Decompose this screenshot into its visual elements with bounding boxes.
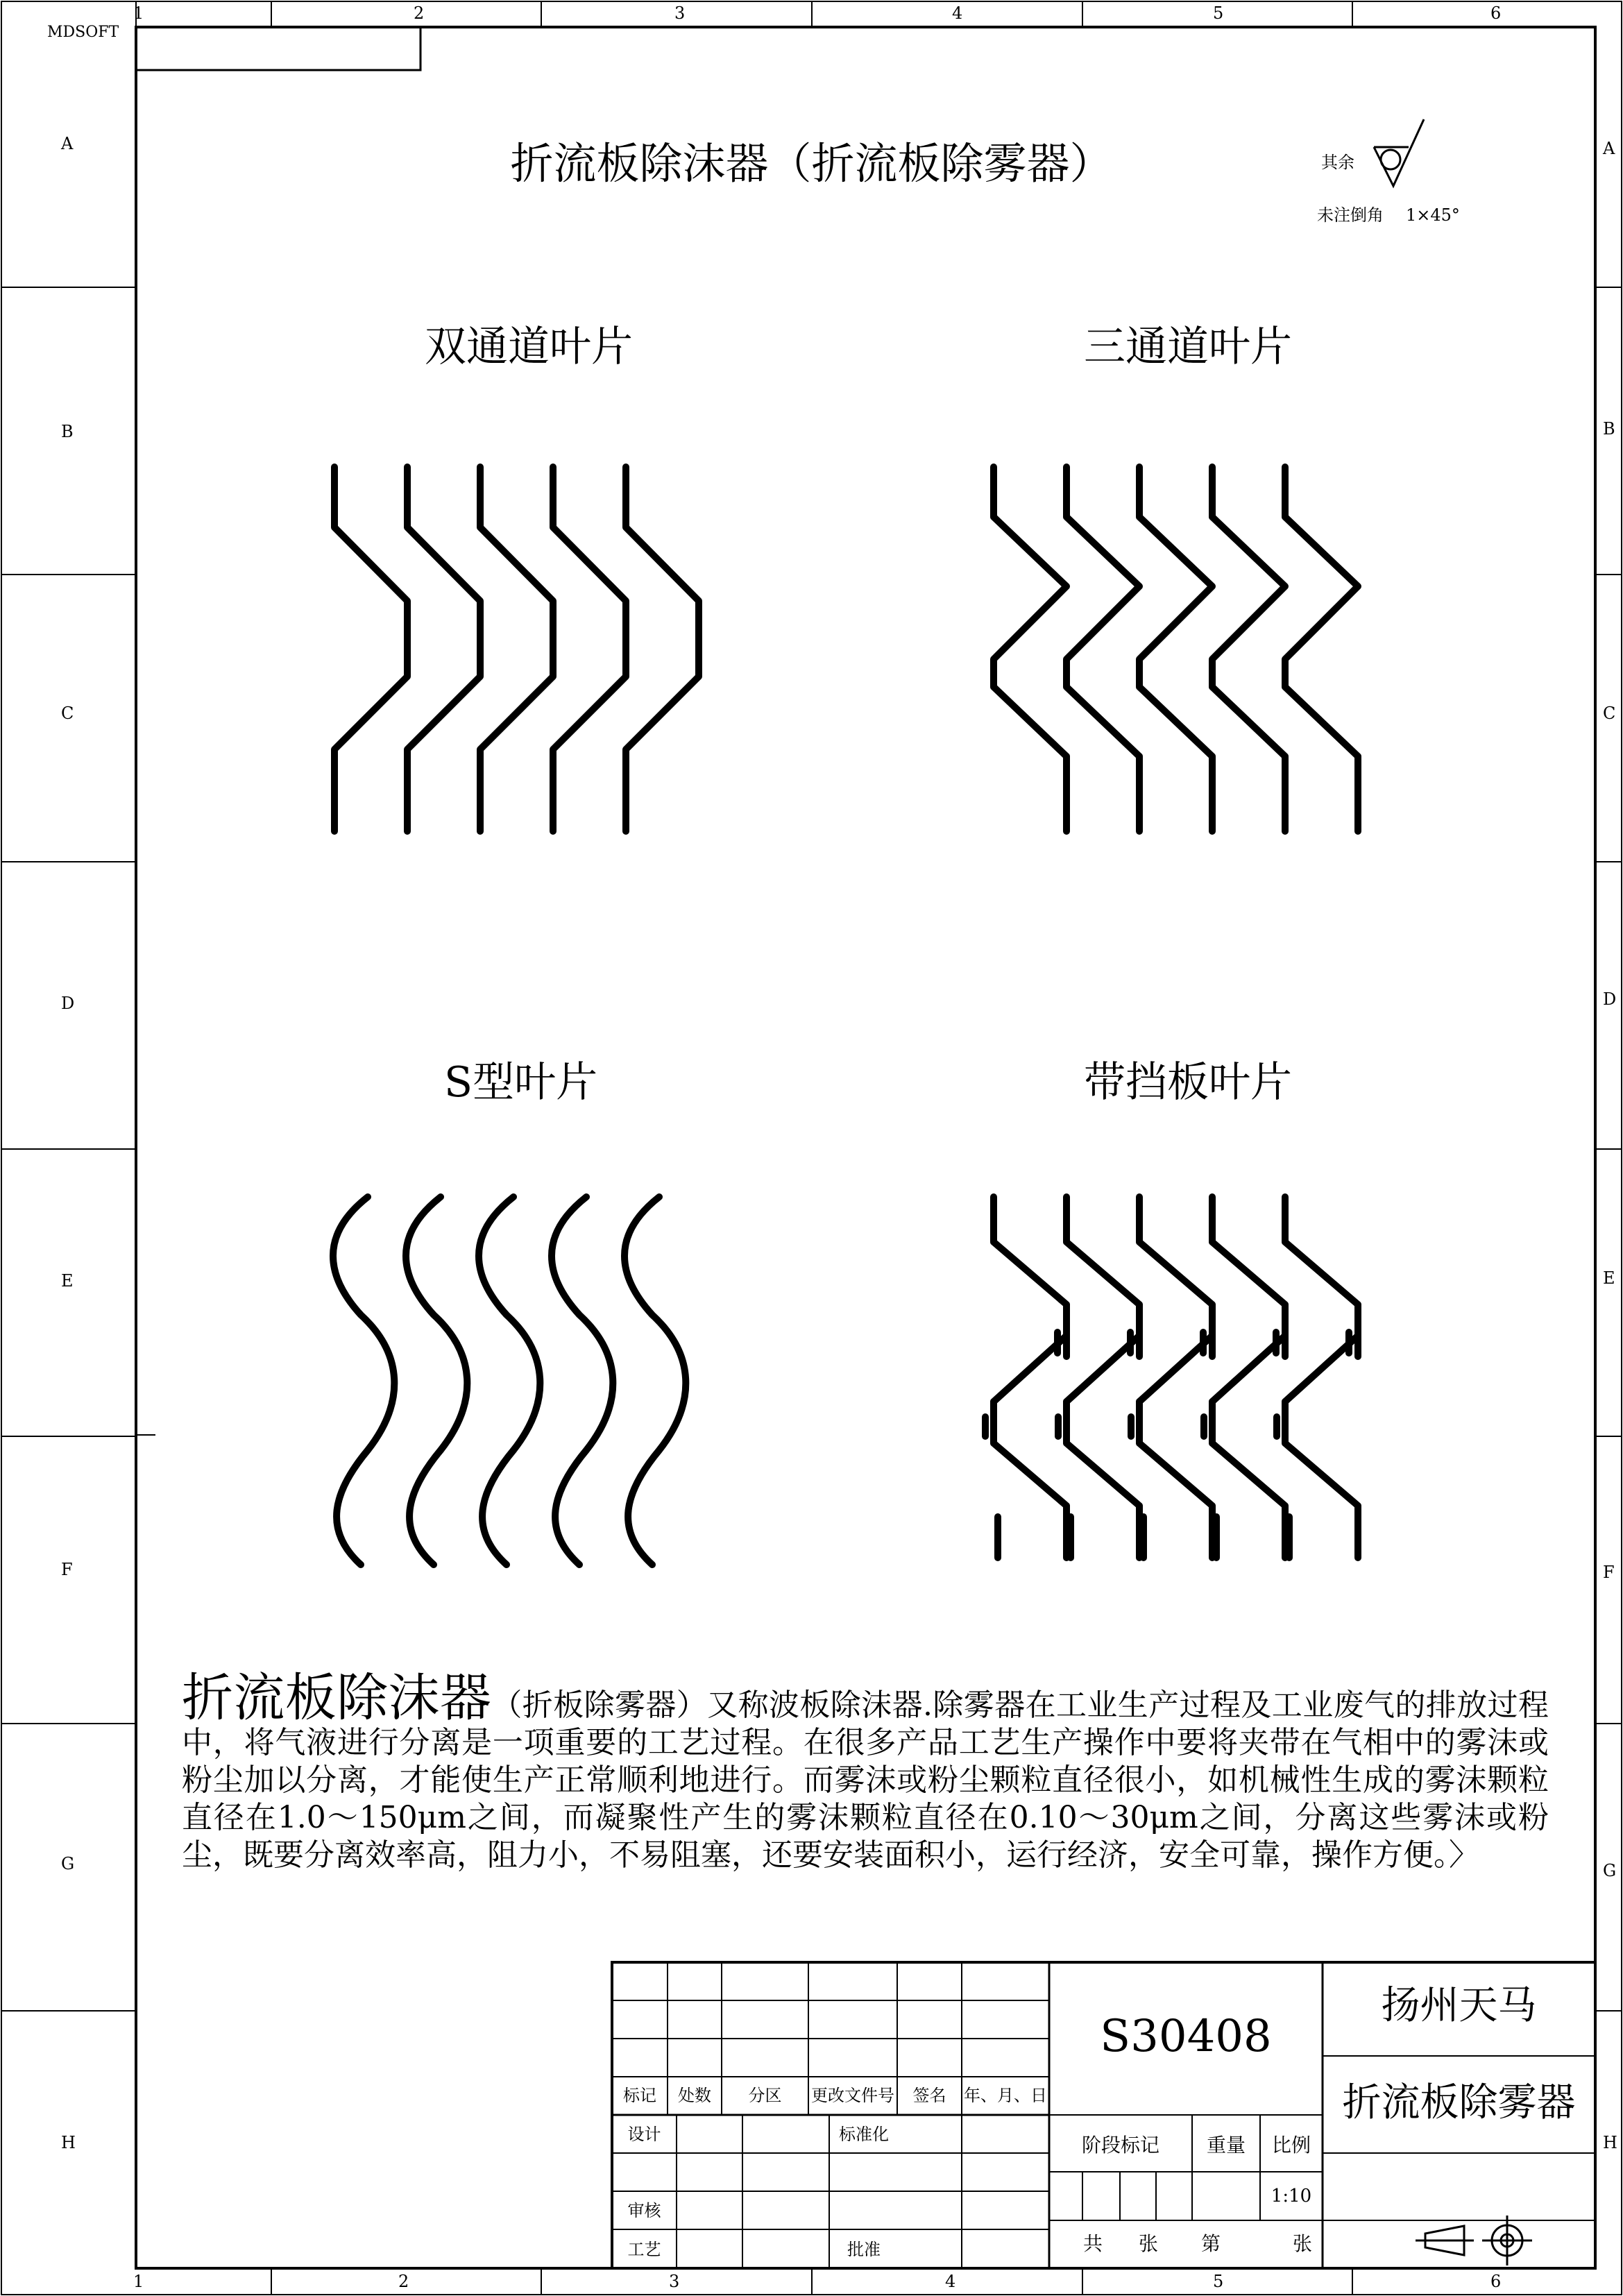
zone-number-bottom-4: 4 [945,2272,956,2291]
stage-mark-label: 阶段标记 [1081,2134,1159,2157]
figure-title-two-channel: 双通道叶片 [425,323,633,371]
zone-letter-right-b: B [1603,419,1615,439]
revision-header-count: 处数 [678,2086,711,2105]
blade-s-curve [406,1197,467,1565]
zone-number-bottom-6: 6 [1490,2272,1502,2291]
chamfer-label: 未注倒角 [1317,205,1384,225]
blade-two-channel [553,467,626,831]
zone-number-bottom-5: 5 [1213,2272,1224,2291]
review-label: 审核 [627,2201,661,2220]
figure-two-channel-blade [334,467,699,831]
material-code: S30408 [1100,2011,1272,2062]
blade-two-channel [334,467,407,831]
figure-baffled-blade [985,1197,1358,1558]
blade-three-channel [1285,467,1358,831]
zone-letter-right-f: F [1603,1563,1615,1582]
blade-baffled [1285,1197,1358,1558]
blade-two-channel [626,467,699,831]
revision-header-change-doc: 更改文件号 [811,2086,894,2105]
zone-number-top-6: 6 [1490,3,1502,23]
zone-letter-right-c: C [1603,704,1616,723]
software-tag: MDSOFT [47,24,119,41]
company-name: 扬州天马 [1381,1983,1537,2028]
drawing-name: 折流板除雾器 [1342,2080,1576,2125]
zone-letter-left-b: B [61,422,74,441]
blade-two-channel [407,467,480,831]
zone-number-top-3: 3 [674,3,686,23]
revision-header-signature: 签名 [912,2086,946,2105]
blade-s-curve [624,1197,686,1565]
description-text: （折板除雾器）又称波板除沫器.除雾器在工业生产过程及工业废气的排放过程中，将气液进行分离是一项重要的工艺过程。在很多产品工艺生产操作中要将夹带在气相中的雾沫或粉尘加以分离，才能使生产正常顺利地进行。而雾沫或粉尘颗粒直径很小，如机械性生成的雾沫颗粒直径在1.0～150μm之间，而凝聚性产生的雾沫颗粒直径在0.10～30μm之间，分离这些雾沫或粉尘，既要分离效率高，阻力小，不易阻塞，还要安装面积小，运行经济，安全可靠，操作方便。〉 [182,1687,1549,1873]
zone-letter-left-e: E [61,1271,74,1291]
blade-baffled [1139,1197,1212,1558]
description-paragraph [182,1668,1549,1874]
surface-rest-label: 其余 [1321,153,1354,172]
blade-baffled [1067,1197,1139,1558]
scale-label: 比例 [1271,2134,1311,2157]
blade-baffled [1212,1197,1285,1558]
page-title: 折流板除沫器（折流板除雾器） [510,138,1113,189]
revision-header-mark: 标记 [623,2086,656,2105]
zone-letter-left-c: C [61,704,74,723]
blade-s-curve [333,1197,394,1565]
figure-three-channel-blade [994,467,1358,831]
zone-letter-left-h: H [61,2133,76,2152]
zone-letter-right-g: G [1603,1861,1617,1880]
blade-two-channel [480,467,553,831]
zone-number-bottom-1: 1 [133,2272,144,2291]
blade-three-channel [1212,467,1285,831]
approval-label: 批准 [847,2240,881,2259]
description-lead: 折流板除沫器 [182,1668,492,1728]
total-sheets-unit: 张 [1138,2232,1158,2255]
blade-baffled [994,1197,1067,1558]
zone-letter-left-d: D [61,994,75,1013]
blade-three-channel [994,467,1067,831]
blade-s-curve [479,1197,540,1565]
standardization-label: 标准化 [839,2125,889,2144]
process-label: 工艺 [627,2240,661,2259]
scale-value: 1:10 [1271,2186,1312,2206]
sheet-number-unit: 张 [1292,2232,1312,2255]
weight-label: 重量 [1206,2134,1246,2157]
revision-header-date: 年、月、日 [964,2086,1047,2105]
blade-three-channel [1067,467,1139,831]
zone-letter-right-a: A [1603,139,1615,158]
zone-number-top-1: 1 [133,3,144,23]
figure-title-three-channel: 三通道叶片 [1084,323,1292,371]
zone-number-bottom-3: 3 [669,2272,680,2291]
zone-letter-right-d: D [1603,989,1617,1009]
chamfer-value: 1×45° [1406,205,1460,225]
blade-s-curve [552,1197,613,1565]
zone-number-top-5: 5 [1213,3,1224,23]
zone-number-bottom-2: 2 [398,2272,409,2291]
blade-three-channel [1139,467,1212,831]
zone-letter-right-e: E [1603,1268,1615,1288]
sheet-number-label: 第 [1200,2232,1221,2255]
design-label: 设计 [627,2125,661,2144]
zone-number-top-4: 4 [952,3,963,23]
zone-letter-left-a: A [61,134,74,153]
figure-title-s-curve: S型叶片 [444,1058,598,1107]
total-sheets-label: 共 [1082,2232,1103,2255]
zone-number-top-2: 2 [414,3,425,23]
zone-letter-right-h: H [1603,2133,1617,2152]
projection-symbol-icon [1416,2216,1532,2265]
figure-s-curve-blade [333,1197,686,1565]
zone-letter-left-f: F [61,1560,73,1579]
figure-title-baffled: 带挡板叶片 [1084,1058,1292,1107]
zone-letter-left-g: G [61,1854,75,1873]
revision-header-zone: 分区 [748,2086,782,2105]
